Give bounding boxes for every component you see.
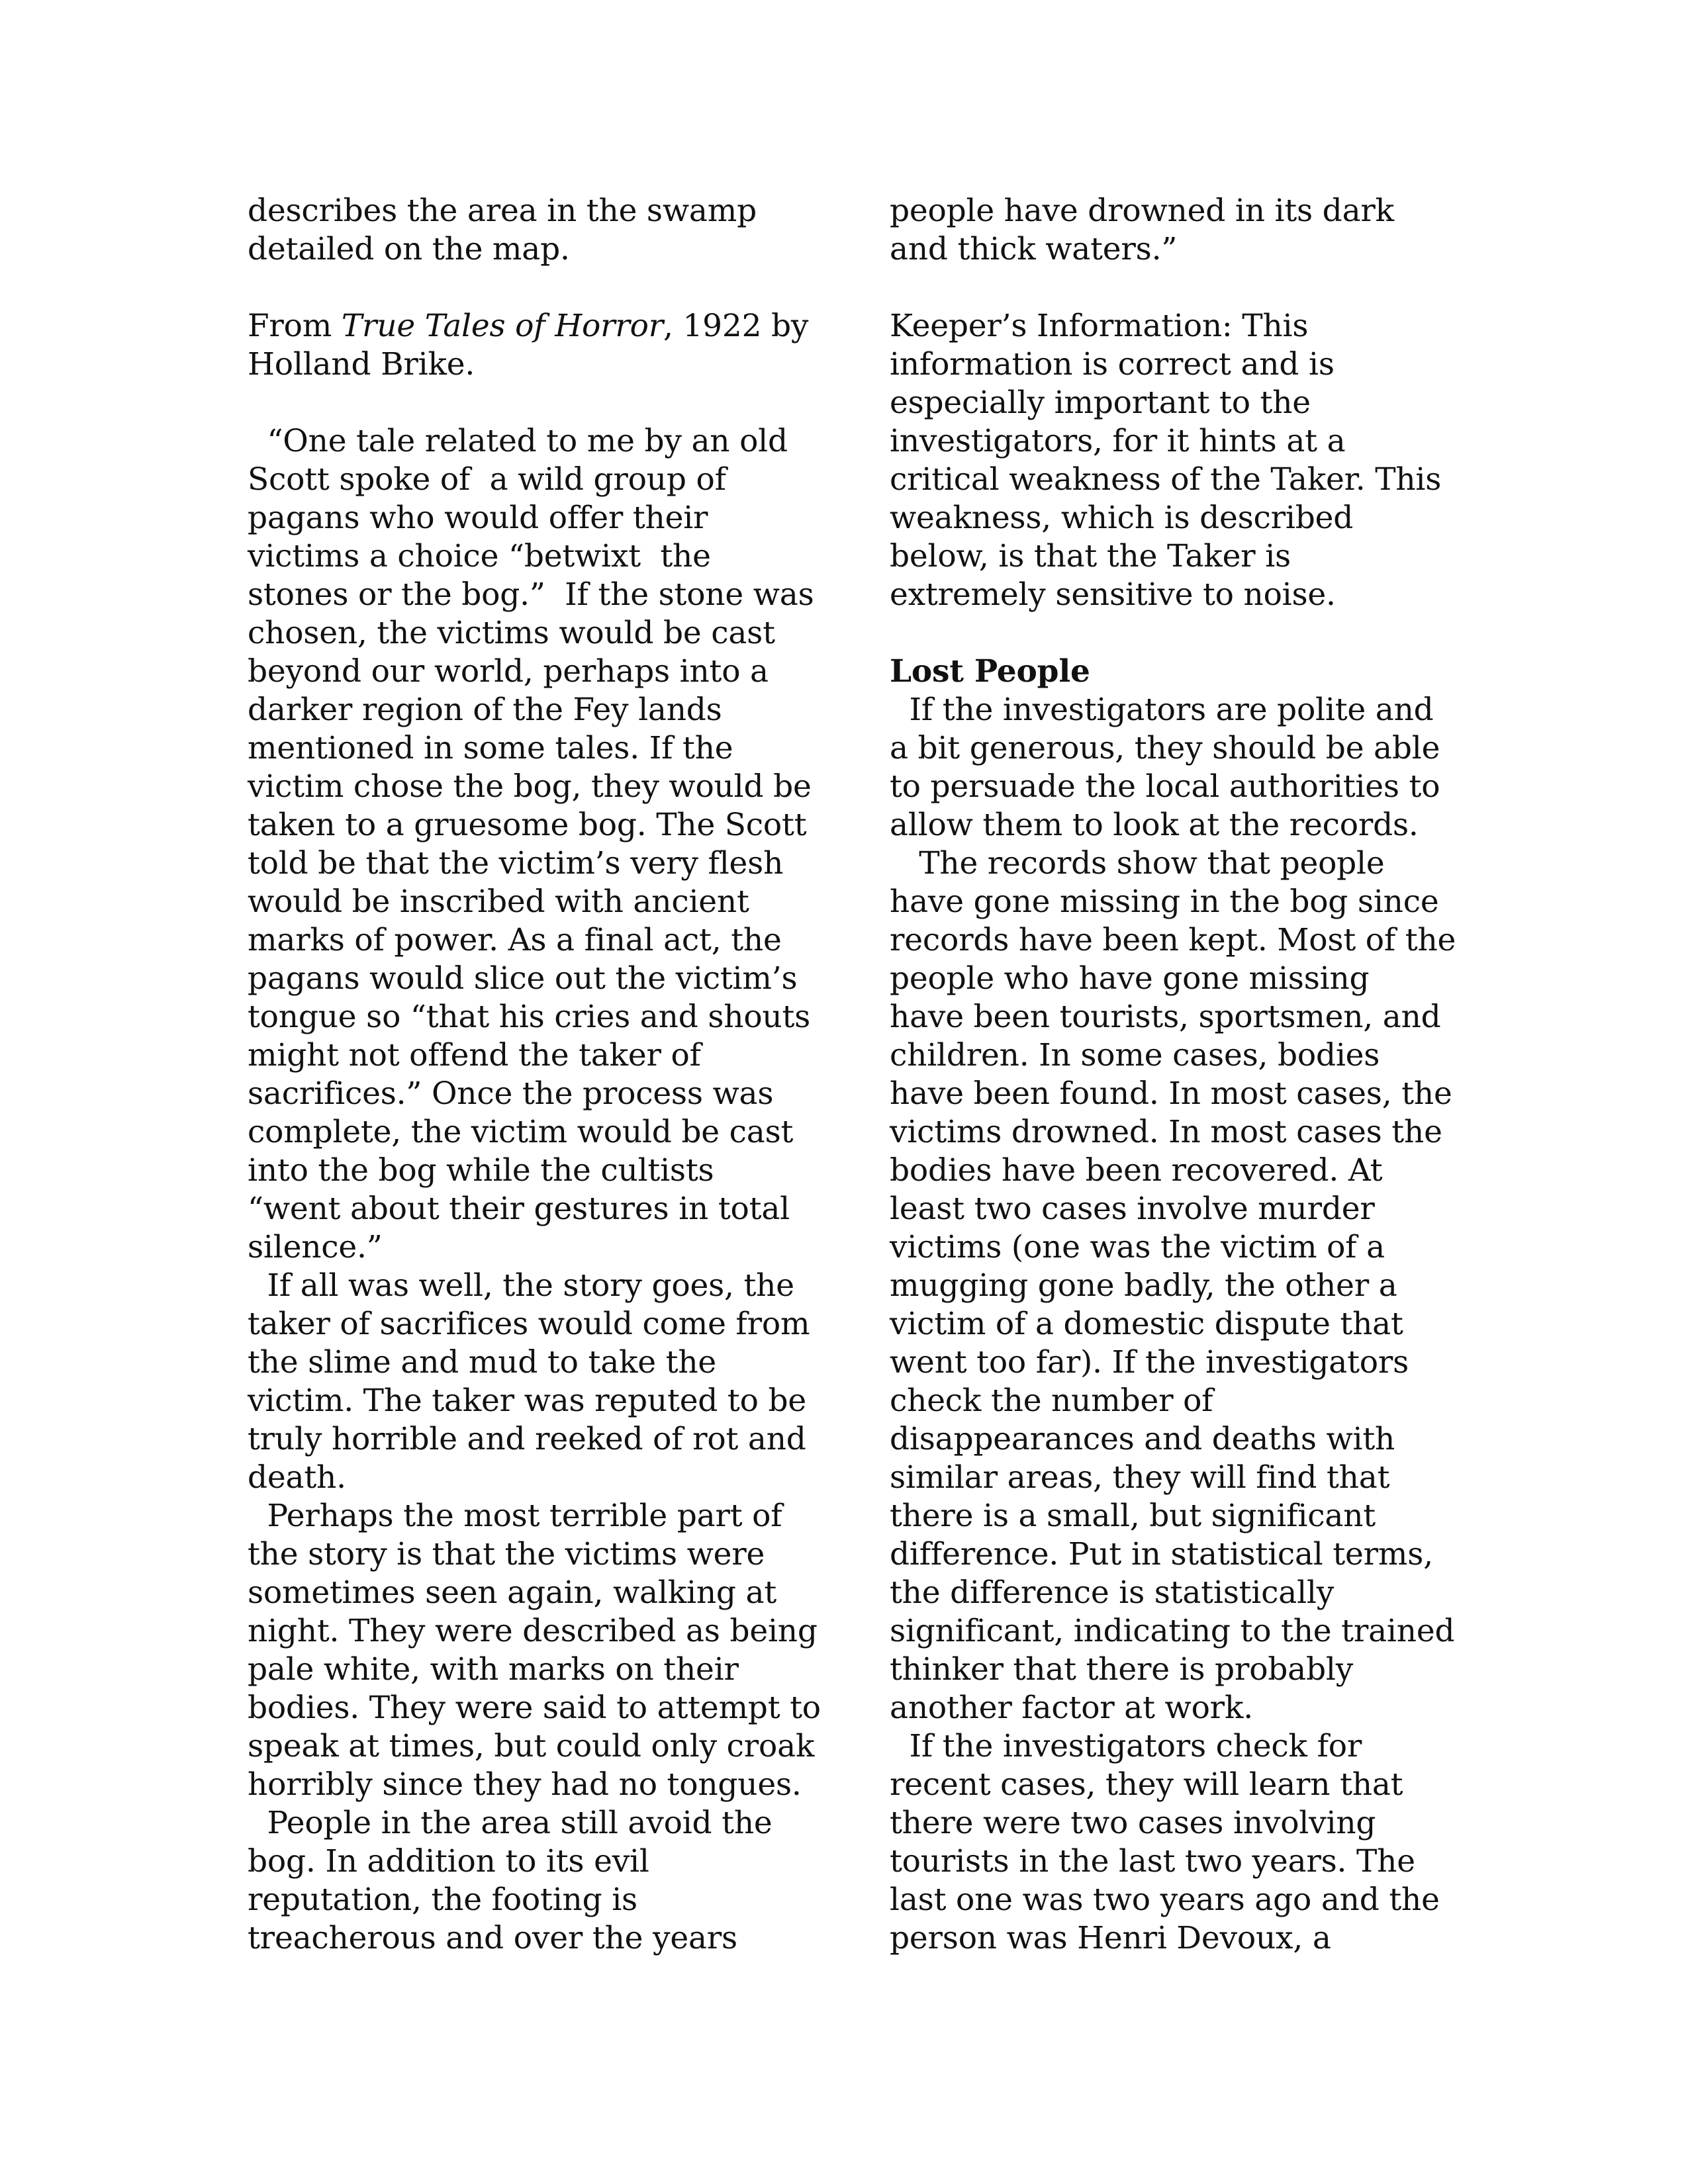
text-line: sometimes seen again, walking at [248,1574,777,1611]
text-line: have gone missing in the bog since [890,884,1439,920]
tale-paragraph-4 [248,1804,830,1958]
text-line: bog. In addition to its evil [248,1843,649,1880]
source-citation [248,307,830,345]
text-line: told be that the victim’s very flesh [248,845,784,882]
text-line: bodies have been recovered. At [890,1152,1383,1189]
source-author: Holland Brike. [248,346,475,383]
keeper-information [890,307,1472,614]
text-line: describes the area in the swamp [248,193,757,229]
text-line: and thick waters.” [890,231,1178,267]
text-line: extremely sensitive to noise. [890,576,1336,613]
text-line: another factor at work. [890,1690,1253,1726]
paragraph-gap [890,269,1472,307]
text-line: victims a choice “betwixt the [248,538,711,574]
paragraph-gap [248,384,830,422]
source-suffix: , 1922 by [663,308,809,344]
left-column [248,192,830,1958]
text-line: “went about their gestures in total [248,1191,790,1227]
text-line: below, is that the Taker is [890,538,1291,574]
text-line: Perhaps the most terrible part of [248,1498,782,1534]
text-line: reputation, the footing is [248,1882,637,1918]
text-line: significant, indicating to the trained [890,1613,1455,1649]
paragraph-gap [248,269,830,307]
text-line: night. They were described as being [248,1613,818,1649]
text-line: truly horrible and reeked of rot and [248,1421,806,1457]
text-line: people who have gone missing [890,960,1370,997]
text-line: especially important to the [890,385,1311,421]
text-line: records have been kept. Most of the [890,922,1456,958]
text-line: treacherous and over the years [248,1920,737,1956]
lost-paragraph-2 [890,844,1472,1727]
text-line: into the bog while the cultists [248,1152,714,1189]
text-line: recent cases, they will learn that [890,1766,1403,1803]
text-line: weakness, which is described [890,500,1354,536]
text-line: person was Henri Devoux, a [890,1920,1331,1956]
text-line: If the investigators check for [890,1728,1362,1764]
tale-paragraph-1 [248,422,830,1267]
section-heading: Lost People [890,653,1090,690]
text-line: victims (one was the victim of a [890,1229,1385,1265]
text-line: the story is that the victims were [248,1536,765,1572]
text-line: speak at times, but could only croak [248,1728,815,1764]
paragraph-gap [890,614,1472,653]
text-line: went too far). If the investigators [890,1344,1409,1381]
text-line: people have drowned in its dark [890,193,1394,229]
text-line: complete, the victim would be cast [248,1114,794,1150]
text-line: tourists in the last two years. The [890,1843,1415,1880]
text-line: there were two cases involving [890,1805,1376,1841]
text-line: The records show that people [890,845,1385,882]
text-line: have been tourists, sportsmen, and [890,999,1441,1035]
text-line: victim of a domestic dispute that [890,1306,1403,1342]
text-line: darker region of the Fey lands [248,692,722,728]
text-line: information is correct and is [890,346,1335,383]
text-line: least two cases involve murder [890,1191,1375,1227]
text-line: marks of power. As a final act, the [248,922,782,958]
right-column [890,192,1472,1958]
text-line: tongue so “that his cries and shouts [248,999,811,1035]
text-line: children. In some cases, bodies [890,1037,1380,1073]
text-line: difference. Put in statistical terms, [890,1536,1433,1572]
text-line: “One tale related to me by an old [248,423,788,459]
tale-end-paragraph [890,192,1472,269]
text-line: critical weakness of the Taker. This [890,461,1442,498]
text-line: disappearances and deaths with [890,1421,1395,1457]
text-line: a bit generous, they should be able [890,730,1440,766]
text-line: thinker that there is probably [890,1651,1354,1688]
text-line: last one was two years ago and the [890,1882,1440,1918]
text-line: detailed on the map. [248,231,570,267]
tale-paragraph-2 [248,1267,830,1497]
text-line: have been found. In most cases, the [890,1075,1452,1112]
text-line: People in the area still avoid the [248,1805,773,1841]
text-line: sacrifices.” Once the process was [248,1075,774,1112]
text-line: bodies. They were said to attempt to [248,1690,821,1726]
text-line: Scott spoke of a wild group of [248,461,726,498]
text-line: mentioned in some tales. If the [248,730,733,766]
text-line: there is a small, but significant [890,1498,1376,1534]
text-line: investigators, for it hints at a [890,423,1346,459]
lost-paragraph-1 [890,691,1472,844]
text-line: to persuade the local authorities to [890,768,1440,805]
text-line: mugging gone badly, the other a [890,1267,1397,1304]
text-line: might not offend the taker of [248,1037,701,1073]
text-line: If all was well, the story goes, the [248,1267,794,1304]
text-line: stones or the bog.” If the stone was [248,576,814,613]
text-line: pale white, with marks on their [248,1651,739,1688]
text-line: taker of sacrifices would come from [248,1306,810,1342]
text-line: the difference is statistically [890,1574,1335,1611]
text-line: beyond our world, perhaps into a [248,653,769,690]
text-line: Keeper’s Information: This [890,308,1309,344]
text-line: victim chose the bog, they would be [248,768,812,805]
text-line: victims drowned. In most cases the [890,1114,1442,1150]
text-line: allow them to look at the records. [890,807,1419,843]
tale-paragraph-3 [248,1497,830,1804]
text-line: If the investigators are polite and [890,692,1434,728]
intro-paragraph [248,192,830,269]
text-line: taken to a gruesome bog. The Scott [248,807,807,843]
text-line: pagans who would offer their [248,500,708,536]
text-line: chosen, the victims would be cast [248,615,775,651]
text-line: the slime and mud to take the [248,1344,717,1381]
text-line: victim. The taker was reputed to be [248,1383,806,1419]
text-line: would be inscribed with ancient [248,884,749,920]
text-line: pagans would slice out the victim’s [248,960,798,997]
text-line: similar areas, they will find that [890,1459,1390,1496]
book-title: True Tales of Horror [341,308,663,344]
text-line: death. [248,1459,346,1496]
text-line: silence.” [248,1229,383,1265]
text-line: horribly since they had no tongues. [248,1766,802,1803]
text-line: check the number of [890,1383,1213,1419]
lost-paragraph-3 [890,1727,1472,1958]
source-prefix: From [248,308,342,344]
